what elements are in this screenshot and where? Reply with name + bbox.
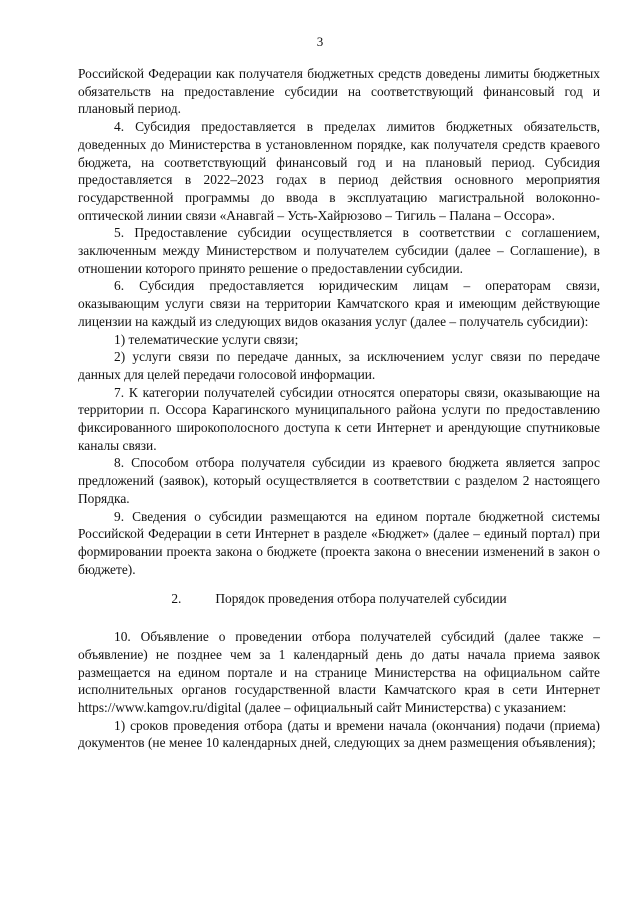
paragraph: 7. К категории получателей субсидии относятся операторы связи, оказывающие на территории п. Оссора Карагинского муниципального района услуги по предоставлению фиксированного широкополосного доступа к сети Интернет и арендующие спутниковые каналы связи. — [78, 384, 600, 453]
paragraph: 8. Способом отбора получателя субсидии из краевого бюджета является запрос предложений (заявок), который осуществляется в соответствии с разделом 2 настоящего Порядка. — [78, 455, 600, 506]
list-item: 1) сроков проведения отбора (даты и времени начала (окончания) подачи (приема) документов (не менее 10 календарных дней, следующих за днем размещения объявления); — [78, 717, 600, 751]
paragraph: 6. Субсидия предоставляется юридическим лицам – операторам связи, оказывающим услуги связи на территории Камчатского края и имеющим действующие лицензии на каждый из следующих видов оказания услуг (далее – получатель субсидии): — [78, 278, 600, 329]
paragraph: 10. Объявление о проведении отбора получателей субсидий (далее также – объявление) не позднее чем за 1 календарный день до даты начала приема заявок размещается на едином портале и на странице Министерства на официальном сайте исполнительных органов государственной власти Камчатского края в сети Интернет https://www.kamgov.ru/digital (далее – официальный сайт Министерства) с указанием: — [78, 629, 600, 715]
paragraph: 9. Сведения о субсидии размещаются на едином портале бюджетной системы Российской Федерации в сети Интернет в разделе «Бюджет» (далее – единый портал) при формировании проекта закона о бюджете (проекта закона о внесении изменений в закон о бюджете). — [78, 508, 600, 577]
paragraph: 4. Субсидия предоставляется в пределах лимитов бюджетных обязательств, доведенных до Министерства в установленном порядке, как получателя средств краевого бюджета, на соответствующий финансовый год и на плановый период. Субсидия предоставляется в 2022–2023 годах в период действия основного мероприятия государственной программы до ввода в эксплуатацию магистральной волоконно-оптической линии связи «Анавгай – Усть-Хайрюзово – Тигиль – Палана – Оссора». — [78, 119, 600, 223]
page-number: 3 — [316, 34, 324, 49]
list-item: 2) услуги связи по передаче данных, за исключением услуг связи по передаче данных для целей передачи голосовой информации. — [78, 349, 600, 382]
list-item: 1) телематические услуги связи; — [114, 331, 299, 347]
document-body — [78, 65, 600, 752]
section-number: 2. — [171, 591, 182, 607]
section-heading — [78, 590, 600, 608]
paragraph: 5. Предоставление субсидии осуществляется в соответствии с соглашением, заключенным между Министерством и получателем субсидии (далее – Соглашение), в отношении которого принято решение о предоставлении субсидии. — [78, 225, 600, 276]
section-title: Порядок проведения отбора получателей субсидии — [215, 591, 507, 607]
paragraph: Российской Федерации как получателя бюджетных средств доведены лимиты бюджетных обязательств на предоставление субсидии на соответствующий финансовый год и плановый период. — [78, 66, 600, 117]
